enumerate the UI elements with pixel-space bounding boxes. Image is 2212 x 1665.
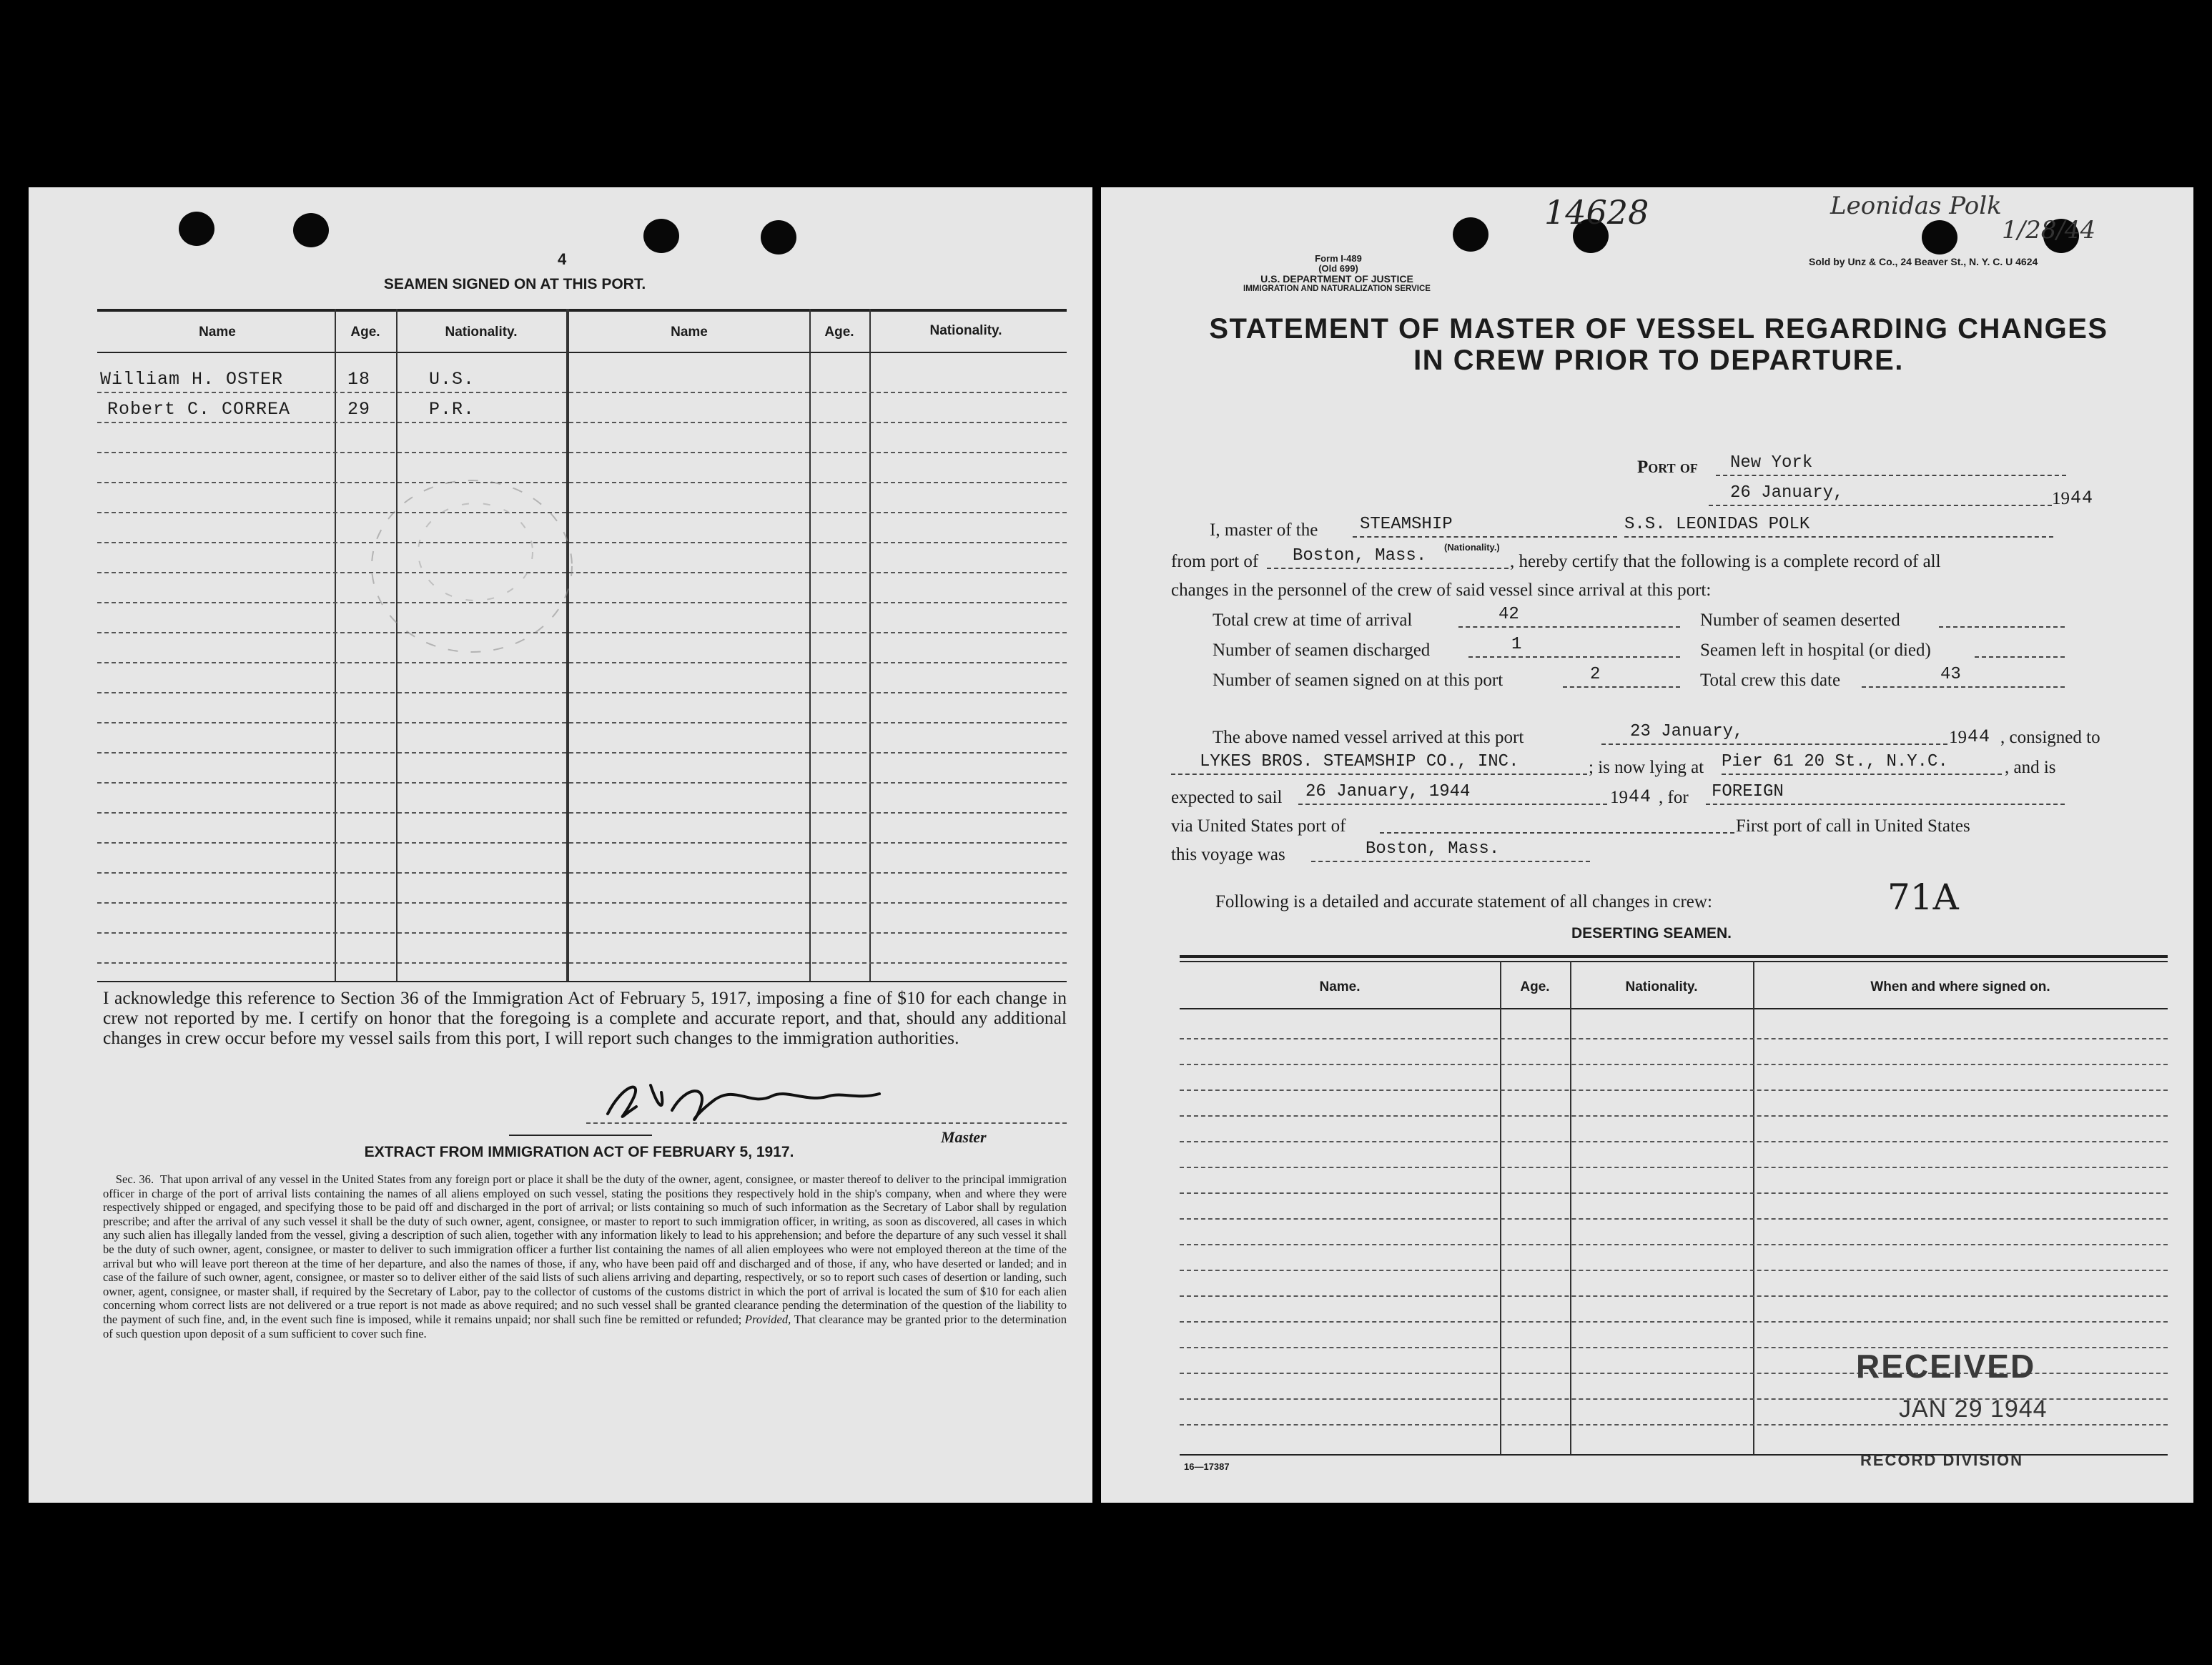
first-port-label: First port of call in United States — [1736, 816, 1970, 836]
form-id: Form I-489 — [1315, 253, 1362, 264]
expected-field: 26 January, 1944 — [1298, 782, 1607, 805]
department: U.S. DEPARTMENT OF JUSTICE — [1260, 273, 1413, 285]
extract-text — [103, 1172, 1067, 1340]
master-label: I, master of the — [1210, 520, 1318, 540]
extract-provided: Provided, — [744, 1312, 791, 1326]
row-line — [1180, 1424, 2168, 1426]
voyage-label: this voyage was — [1171, 845, 1285, 864]
certify-text: , hereby certify that the following is a complete record of all — [1510, 552, 1941, 571]
table-row-name: William H. OSTER — [100, 369, 284, 390]
print-code: 16—17387 — [1184, 1461, 1230, 1472]
table-top-rule-2 — [1180, 961, 2168, 962]
column-divider — [1500, 961, 1501, 1454]
port-label: Port of — [1637, 458, 1698, 477]
row-line — [97, 752, 1067, 754]
deserting-column-name: Name. — [1319, 979, 1361, 994]
total-date-label: Total crew this date — [1700, 671, 1841, 690]
row-line — [1180, 1115, 2168, 1117]
row-line — [1180, 1064, 2168, 1065]
table-top-rule — [97, 309, 1067, 312]
table-row-age: 18 — [347, 369, 371, 390]
form-title-line2: IN CREW PRIOR TO DEPARTURE. — [1413, 345, 1904, 376]
record-division: RECORD DIVISION — [1860, 1451, 2024, 1469]
table-bottom-rule — [97, 981, 1067, 982]
from-port-label: from port of — [1171, 552, 1259, 571]
column-header-nationality: Nationality. — [929, 323, 1002, 338]
row-line — [1180, 1141, 2168, 1142]
arrived-field: 23 January, — [1601, 722, 1947, 745]
received-date: JAN 29 1944 — [1899, 1395, 2048, 1423]
punch-hole — [1453, 217, 1488, 252]
right-page — [1101, 187, 2193, 1503]
row-line — [1180, 1295, 2168, 1297]
year-value: 44 — [2070, 488, 2094, 508]
row-line — [97, 692, 1067, 693]
handwritten-code: 71A — [1887, 876, 1959, 918]
nationality-caption: (Nationality.) — [1444, 542, 1500, 553]
deserting-title: DESERTING SEAMEN. — [1571, 925, 1732, 942]
page-number: 4 — [558, 250, 567, 268]
arrived-label: The above named vessel arrived at this port — [1213, 728, 1524, 747]
deserting-column-age: Age. — [1520, 979, 1550, 994]
row-line — [1180, 1090, 2168, 1091]
handwritten-number: 14628 — [1544, 193, 1649, 232]
row-line — [1180, 1270, 2168, 1271]
column-header-name: Name — [671, 325, 708, 340]
signature-line — [586, 1122, 1067, 1124]
discharged-field: 1 — [1468, 635, 1680, 658]
total-arrival-label: Total crew at time of arrival — [1213, 611, 1413, 630]
vessel-name-field: S.S. LEONIDAS POLK — [1624, 515, 2053, 538]
row-line — [97, 872, 1067, 874]
received-stamp: RECEIVED — [1856, 1348, 2036, 1385]
column-divider — [1753, 961, 1754, 1454]
table-top-rule — [1180, 955, 2168, 958]
row-line — [1180, 1192, 2168, 1194]
row-line — [97, 782, 1067, 784]
expected-year-prefix: 19 — [1610, 788, 1628, 807]
row-line — [1180, 1244, 2168, 1245]
from-port-field: Boston, Mass. — [1267, 546, 1509, 569]
table-row-nationality: P.R. — [429, 399, 475, 420]
row-line — [97, 452, 1067, 453]
changes-text: changes in the personnel of the crew of said vessel since arrival at this port: — [1171, 580, 1712, 600]
vessel-type-field: STEAMSHIP — [1353, 515, 1617, 538]
divider-rule — [509, 1135, 652, 1136]
signed-on-label: Number of seamen signed on at this port — [1213, 671, 1504, 690]
row-line — [97, 812, 1067, 814]
punch-hole — [293, 213, 329, 247]
form-title-line1: STATEMENT OF MASTER OF VESSEL REGARDING CHANGES — [1209, 313, 2108, 345]
lying-field: Pier 61 20 St., N.Y.C. — [1722, 752, 2002, 775]
handwritten-vessel-name: Leonidas Polk — [1830, 192, 2002, 220]
signed-on-field: 2 — [1563, 665, 1680, 688]
column-divider — [335, 309, 336, 982]
column-header-name: Name — [199, 325, 236, 340]
row-line — [97, 842, 1067, 844]
expected-year-value: 44 — [1629, 786, 1652, 807]
form-old: (Old 699) — [1318, 263, 1358, 274]
column-header-age: Age. — [350, 325, 380, 340]
row-line — [97, 422, 1067, 423]
extract-end: That clearance may be granted prior to the determination of such question upon deposit of a sum sufficient to cover such fine. — [103, 1312, 1067, 1340]
consignee-field: LYKES BROS. STEAMSHIP CO., INC. — [1171, 752, 1587, 775]
deserted-field — [1939, 605, 2065, 628]
discharged-label: Number of seamen discharged — [1213, 641, 1431, 660]
via-label: via United States port of — [1171, 816, 1346, 836]
seller: Sold by Unz & Co., 24 Beaver St., N. Y. C. U 4624 — [1809, 256, 2038, 267]
column-divider — [869, 309, 871, 982]
arrived-year-value: 44 — [1967, 726, 1991, 747]
row-line — [97, 932, 1067, 934]
extract-section: Sec. 36. — [115, 1172, 154, 1186]
for-field: FOREIGN — [1706, 782, 2065, 805]
row-line — [1180, 1038, 2168, 1039]
acknowledgement-text: I acknowledge this reference to Section 36 of the Immigration Act of February 5, 1917, imposing a fine of $10 for each change in crew not reported by me. I certify on honor that the foregoing is a complete and accurate report, and that, should any additional changes in crew occur before my vessel sails from this port, I will report such changes to the immigration authorities. — [103, 987, 1067, 1048]
deserting-column-nationality: Nationality. — [1625, 979, 1698, 994]
punch-hole — [643, 219, 679, 253]
table-title: SEAMEN SIGNED ON AT THIS PORT. — [383, 276, 646, 292]
for-label: , for — [1659, 788, 1689, 807]
punch-hole — [761, 220, 796, 255]
arrived-year-prefix: 19 — [1949, 728, 1967, 747]
table-header-rule — [1180, 1008, 2168, 1009]
master-signature — [593, 1071, 915, 1128]
table-header-rule — [97, 352, 1067, 353]
row-line — [97, 392, 1067, 393]
row-line — [97, 902, 1067, 904]
hospital-label: Seamen left in hospital (or died) — [1700, 641, 1931, 660]
port-field: New York — [1716, 453, 2066, 476]
row-line — [97, 962, 1067, 964]
punch-hole — [179, 212, 214, 246]
column-divider — [809, 309, 811, 982]
extract-title: EXTRACT FROM IMMIGRATION ACT OF FEBRUARY 5, 1917. — [364, 1144, 794, 1160]
column-divider — [1570, 961, 1571, 1454]
signature-label: Master — [941, 1128, 987, 1146]
punch-hole — [1922, 220, 1957, 255]
voyage-field: Boston, Mass. — [1311, 839, 1590, 862]
row-line — [1180, 1167, 2168, 1168]
total-date-field: 43 — [1862, 665, 2065, 688]
hospital-field — [1975, 635, 2065, 658]
column-header-age: Age. — [824, 325, 854, 340]
faint-postmark — [357, 459, 586, 673]
row-line — [1180, 1321, 2168, 1323]
lying-label: ; is now lying at — [1589, 758, 1704, 777]
row-line — [1180, 1218, 2168, 1220]
left-page — [29, 187, 1092, 1503]
following-label: Following is a detailed and accurate statement of all changes in crew: — [1215, 892, 1712, 911]
extract-body: That upon arrival of any vessel in the United States from any foreign port or place it shall be the duty of the owner, agent, consignee, or master thereof to deliver to the principal immigration officer in charge of the port of arrival lists containing the names of all aliens employed on such vessel, stating the positions they respectively hold in the ship's company, when and where they were respectively shipped or engaged, and specifying those to be paid off and discharged in the port of arrival; or lists containing so much of such information as the Secretary of Labor shall by regulation prescribe; and after the arrival of any such vessel it shall be the duty of such owner, agent, consignee, or master to report to such immigration officer, in writing, as soon as discovered, all cases in which any such alien has illegally landed from the vessel, giving a description of such alien, together with any information likely to lead to his apprehension; and before the departure of any such vessel it shall be the duty of such owner, agent, consignee, or master to deliver to such immigration officer a further list containing the names of all alien employees who were not employed thereon at the time of the arrival but who will leave port thereon at the time of her departure, and also the names of those, if any, who have been paid off and discharged and of those, if any, who have deserted or landed; and in case of the failure of such owner, agent, consignee, or master so to deliver either of the said lists of such aliens arriving and departing, respectively, or so to report such cases of desertion or landing, such owner, agent, consignee, or master shall, if required by the Secretary of Labor, pay to the collector of customs of the customs district in which the port of arrival is located the sum of $10 for each alien concerning whom correct lists are not delivered or a true report is not made as above required; and no such vessel shall be granted clearance pending the determination of the question of the liability to the payment of such fine, and, in the event such fine is imposed, while it remains unpaid; nor shall such fine be remitted or refunded; — [103, 1172, 1067, 1326]
deserted-label: Number of seamen deserted — [1700, 611, 1900, 630]
via-field — [1380, 811, 1734, 834]
table-row-age: 29 — [347, 399, 371, 420]
table-row-name: Robert C. CORREA — [107, 399, 291, 420]
and-is-text: , and is — [2005, 758, 2056, 777]
year-prefix: 19 — [2052, 489, 2070, 508]
row-line — [97, 722, 1067, 723]
deserting-column-signed-on: When and where signed on. — [1870, 979, 2050, 994]
handwritten-date: 1/28/44 — [2002, 216, 2096, 244]
consigned-label: , consigned to — [2000, 728, 2100, 747]
service: IMMIGRATION AND NATURALIZATION SERVICE — [1243, 285, 1431, 293]
total-arrival-field: 42 — [1458, 605, 1680, 628]
column-header-nationality: Nationality. — [445, 325, 518, 340]
date-field: 26 January, — [1709, 483, 2052, 506]
expected-label: expected to sail — [1171, 788, 1283, 807]
table-row-nationality: U.S. — [429, 369, 475, 390]
